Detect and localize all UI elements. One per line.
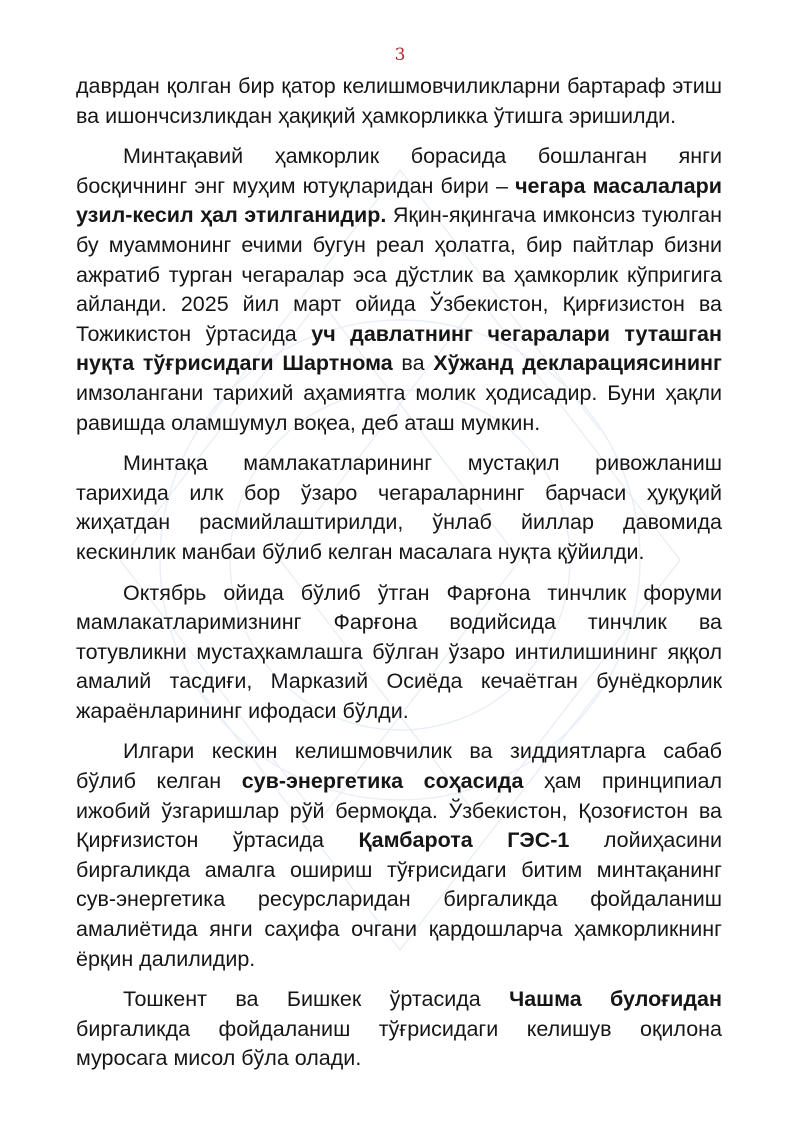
text-run: Тошкент ва Бишкек ўртасида	[123, 987, 510, 1012]
text-run: имзолангани тарихий аҳамиятга молик ҳодисадир. Буни ҳақли равишда оламшумул воқеа, деб аташ мумкин.	[76, 380, 722, 435]
bold-phrase: уч давлатнинг чегаралари туташган нуқта тўғрисидаги Шартнома	[76, 321, 723, 376]
bold-phrase: Чашма булоғидан	[509, 987, 722, 1012]
paragraph-continuation	[76, 72, 722, 131]
paragraph-chashma	[76, 985, 722, 1074]
text-run: Октябрь ойида бўлиб ўтган Фарғона тинчлик форуми мамлакатларимизнинг Фарғона водийсида тинчлик ва тотувликни мустаҳкамлашга бўлган ўзаро интилишининг яққол амалий тасдиғи, Марказий Осиёда кечаётган бунёдкорлик жараёнларининг ифодаси бўлди.	[76, 580, 722, 723]
bold-phrase: чегара масалалари узил-кесил ҳал этилганидир.	[76, 173, 722, 228]
text-run: лойиҳасини биргаликда амалга ошириш тўғрисидаги битим минтақанинг сув-энергетика ресурсларидан биргаликда фойдаланиш амалиётида янги саҳифа очгани қардошларча ҳамкорликнинг ёрқин далилидир.	[76, 828, 723, 971]
text-run: даврдан қолган бир қатор келишмовчиликларни бартараф этиш ва ишончсизликдан ҳақиқий ҳамкорликка ўтишга эришилди.	[76, 74, 722, 128]
paragraph-fergana	[76, 579, 722, 727]
document-body	[76, 72, 722, 1085]
text-run: Минтақавий ҳамкорлик борасида бошланган янги босқичнинг энг муҳим ютуқларидан бири –	[76, 144, 722, 198]
bold-phrase: Хўжанд декларациясининг	[433, 351, 722, 376]
text-run: Яқин-яқингача имконсиз туюлган бу муаммонинг ечими бугун реал ҳолатга, бир пайтлар бизни ажратиб турган чегаралар эса дўстлик ва ҳамкорлик кўпригига айланди. 2025 йил март ойида Ўзбекистон, Қирғизистон ва Тожикистон ўртасида	[76, 203, 722, 346]
text-run: ва	[392, 351, 434, 376]
bold-phrase: Қамбарота ГЭС-1	[358, 828, 570, 853]
bold-phrase: сув-энергетика соҳасида	[241, 769, 524, 794]
page-number: 3	[394, 45, 406, 65]
paragraph-water-energy	[76, 737, 722, 974]
text-run: Илгари кескин келишмовчилик ва зиддиятларга сабаб бўлиб келган	[76, 739, 722, 794]
text-run: Минтақа мамлакатларининг мустақил ривожланиш тарихида илк бор ўзаро чегараларнинг барчаси ҳуқуқий жиҳатдан расмийлаштирилди, ўнлаб йиллар давомида кескинлик манбаи бўлиб келган масалага нуқта қўйилди.	[76, 451, 722, 564]
paragraph-legal	[76, 449, 722, 567]
paragraph-borders	[76, 142, 722, 438]
text-run: ҳам принципиал ижобий ўзгаришлар рўй бермоқда. Ўзбекистон, Қозоғистон ва Қирғизистон ўртасида	[76, 769, 722, 853]
text-run: биргаликда фойдаланиш тўғрисидаги келишув оқилона муросага мисол бўла олади.	[76, 1016, 722, 1071]
